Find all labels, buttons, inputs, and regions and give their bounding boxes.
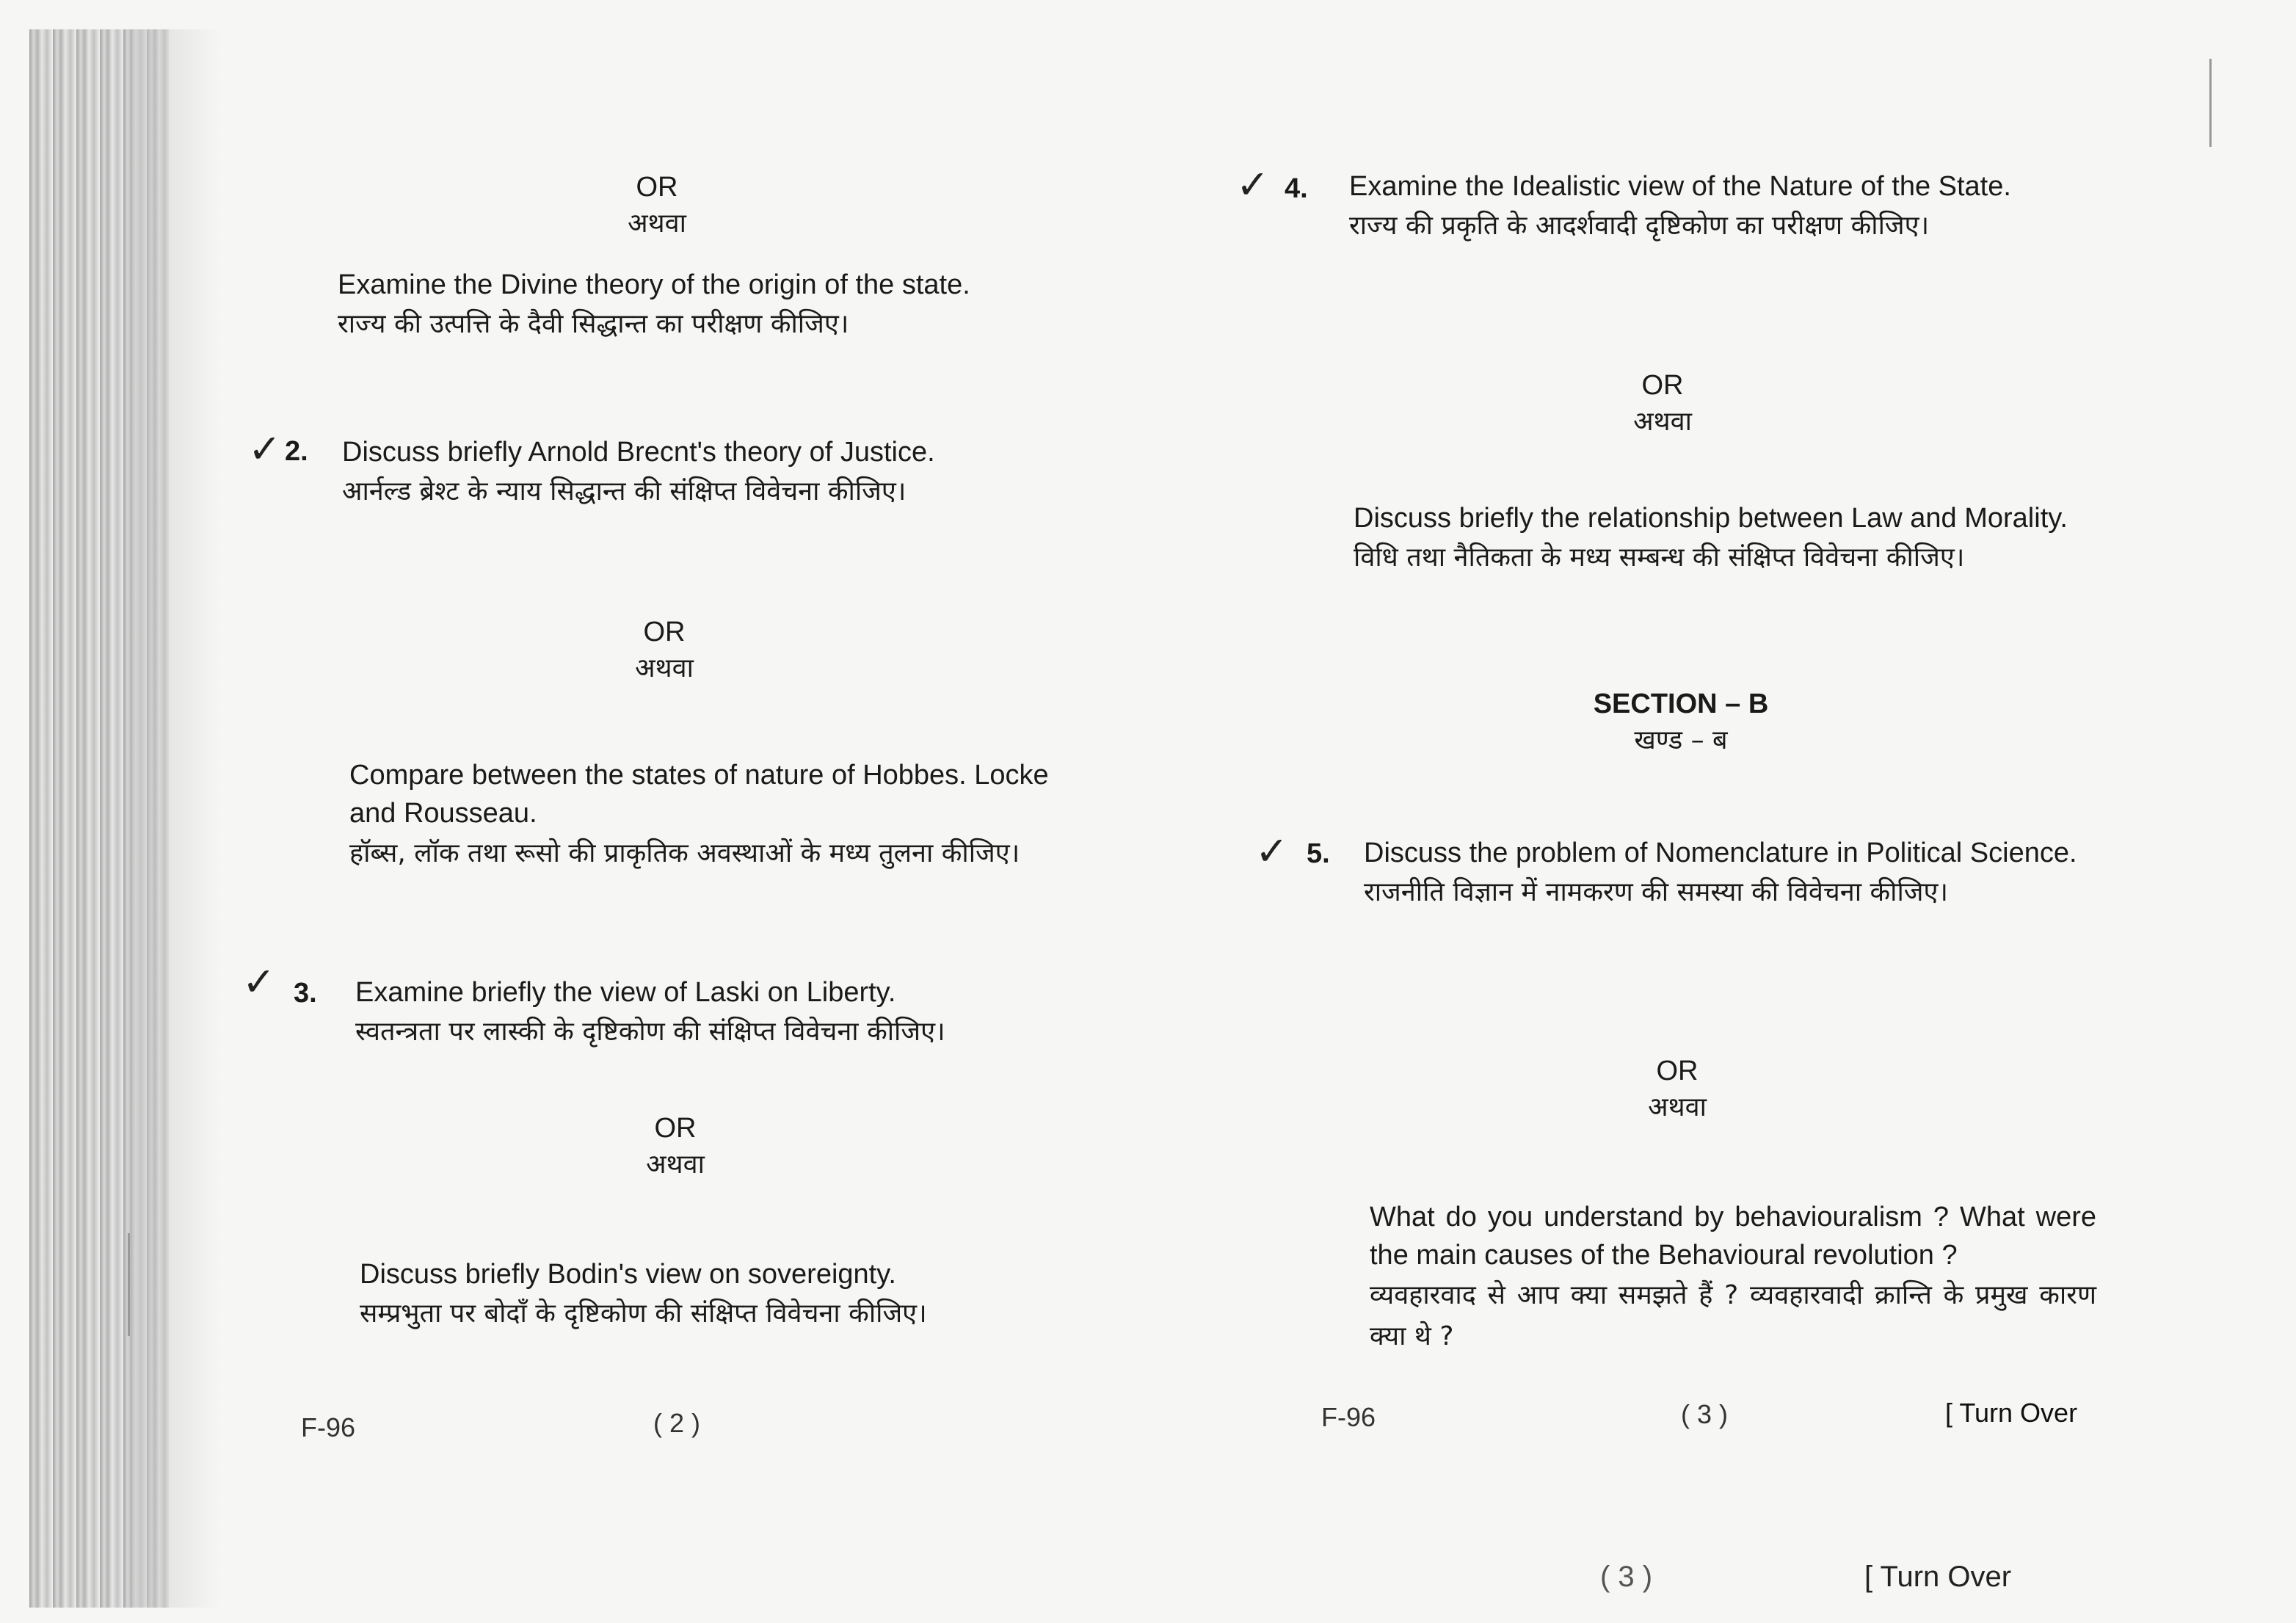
question-number: 3. xyxy=(294,978,317,1009)
question-text-hindi: आर्नल्ड ब्रेश्ट के न्याय सिद्धान्त की संक्षिप्त विवेचना कीजिए। xyxy=(342,476,907,507)
or-label-hindi: अथवा xyxy=(628,208,686,239)
check-mark-icon: ✓ xyxy=(242,959,276,1005)
check-mark-icon: ✓ xyxy=(1236,161,1270,208)
or-divider xyxy=(587,614,741,687)
left-page xyxy=(220,0,1130,1623)
question-text: Compare between the states of nature of Hobbes. Locke and Rousseau. xyxy=(349,760,1049,829)
page-number: ( 2 ) xyxy=(653,1408,701,1438)
or-divider xyxy=(587,169,727,242)
or-label: OR xyxy=(1641,370,1684,401)
question-2-alternative xyxy=(349,756,1083,874)
question-text-hindi: सम्प्रभुता पर बोदाँ के दृष्टिकोण की संक्षिप्त विवेचना कीजिए। xyxy=(360,1299,927,1329)
paper-code: F-96 xyxy=(1321,1402,1376,1432)
question-5 xyxy=(1364,834,2098,913)
page-number: ( 3 ) xyxy=(1681,1399,1729,1429)
scan-shadow-fade xyxy=(132,29,220,1608)
question-text-hindi: हॉब्स, लॉक तथा रूसो की प्राकृतिक अवस्थाओं के मध्य तुलना कीजिए। xyxy=(349,838,1020,868)
question-5-alternative xyxy=(1370,1198,2104,1357)
or-label: OR xyxy=(1656,1056,1699,1086)
question-3-alternative xyxy=(360,1255,1094,1335)
bleed-through-turn-over: [ Turn Over xyxy=(1864,1561,2012,1593)
question-number: 2. xyxy=(285,436,308,467)
turn-over-label: [ Turn Over xyxy=(1945,1398,2078,1428)
margin-mark xyxy=(2209,59,2212,147)
or-divider xyxy=(1585,367,1740,440)
section-title-hindi: खण्ड – ब xyxy=(1634,725,1728,756)
question-text: What do you understand by behaviouralism ? What were the main causes of the Behavioural revolution ? xyxy=(1370,1202,2096,1271)
question-number: 4. xyxy=(1285,173,1308,204)
or-label-hindi: अथवा xyxy=(646,1150,705,1180)
right-page xyxy=(1204,0,2158,1623)
or-divider xyxy=(1600,1053,1754,1126)
question-text-hindi: राज्य की उत्पत्ति के दैवी सिद्धान्त का परीक्षण कीजिए। xyxy=(338,309,849,340)
question-number: 5. xyxy=(1307,838,1330,869)
question-1-alternative xyxy=(338,266,1072,345)
question-text-hindi: राज्य की प्रकृति के आदर्शवादी दृष्टिकोण का परीक्षण कीजिए। xyxy=(1349,211,1930,242)
question-text: Discuss briefly the relationship between Law and Morality. xyxy=(1354,503,2068,534)
question-text: Examine the Divine theory of the origin of the state. xyxy=(338,269,970,300)
question-4-alternative xyxy=(1354,499,2088,578)
question-text-hindi: राजनीति विज्ञान में नामकरण की समस्या की विवेचना कीजिए। xyxy=(1364,877,1949,908)
paper-code: F-96 xyxy=(301,1412,356,1442)
or-label: OR xyxy=(643,617,686,647)
question-text: Examine briefly the view of Laski on Liberty. xyxy=(355,977,896,1008)
or-label: OR xyxy=(636,172,678,203)
question-text: Discuss briefly Bodin's view on sovereignty. xyxy=(360,1259,896,1290)
question-text-hindi: विधि तथा नैतिकता के मध्य सम्बन्ध की संक्षिप्त विवेचना कीजिए। xyxy=(1354,542,1965,573)
question-text: Discuss briefly Arnold Brecnt's theory of Justice. xyxy=(342,437,935,468)
question-text-hindi: स्वतन्त्रता पर लास्की के दृष्टिकोण की संक्षिप्त विवेचना कीजिए। xyxy=(355,1017,945,1047)
or-label-hindi: अथवा xyxy=(1648,1092,1707,1123)
question-text-hindi: व्यवहारवाद से आप क्या समझते हैं ? व्यवहारवादी क्रान्ति के प्रमुख कारण क्या थे ? xyxy=(1370,1279,2096,1351)
question-2 xyxy=(342,433,1076,512)
or-label: OR xyxy=(654,1113,697,1144)
check-mark-icon: ✓ xyxy=(248,426,282,472)
margin-mark xyxy=(128,1233,130,1336)
section-title: SECTION – B xyxy=(1593,689,1769,719)
section-heading xyxy=(1556,686,1806,759)
or-label-hindi: अथवा xyxy=(635,653,694,684)
question-3 xyxy=(355,973,1089,1053)
question-4 xyxy=(1349,167,2083,247)
question-text: Examine the Idealistic view of the Nature of the State. xyxy=(1349,171,2011,202)
bleed-through-page-number: ( 3 ) xyxy=(1600,1561,1653,1593)
or-divider xyxy=(602,1110,749,1183)
question-text: Discuss the problem of Nomenclature in Political Science. xyxy=(1364,838,2077,868)
or-label-hindi: अथवा xyxy=(1633,407,1692,437)
check-mark-icon: ✓ xyxy=(1255,828,1289,874)
